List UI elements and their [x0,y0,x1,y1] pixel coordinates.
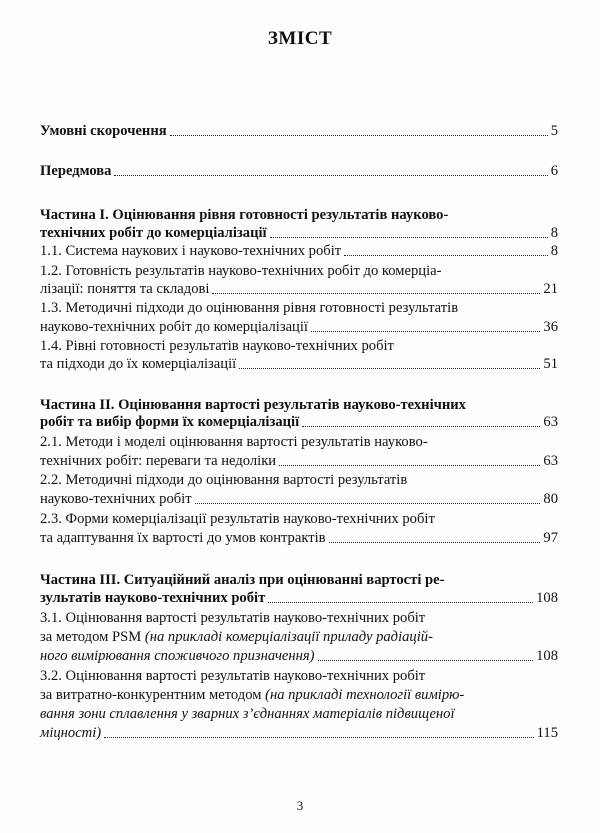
part1-title-line1: Частина I. Оцінювання рівня готовності результатів науково- [40,207,449,223]
toc-entry-page: 8 [550,243,558,259]
toc-entry-2-2-line1: 2.2. Методичні підходи до оцінювання вартості результатів [40,472,408,488]
toc-entry-page: 51 [543,356,558,372]
toc-entry-label: лізації: поняття та складові [40,281,210,297]
toc-entry-label: науково-технічних робіт до комерціалізації [40,319,308,335]
toc-entry-label: Передмова [40,163,112,179]
toc-entry-1-3-line1: 1.3. Методичні підходи до оцінювання рівня готовності результатів [40,300,459,316]
toc-entry-note: (на прикладі комерціалізації приладу радіацій- [144,629,433,645]
toc-entry-1-2 [40,280,558,298]
toc-entry-2-1-line1: 2.1. Методи і моделі оцінювання вартості результатів науково- [40,434,428,450]
leader-dots [170,135,548,136]
toc-entry-part3 [40,589,558,607]
toc-entry-1-4 [40,355,558,373]
toc-entry-2-3 [40,529,558,547]
toc-entry-label: та підходи до їх комерціалізації [40,356,237,372]
toc-entry-abbreviations [40,122,558,140]
toc-entry-label: науково-технічних робіт [40,491,192,507]
toc-entry-page: 63 [543,414,558,430]
toc-entry-label: та адаптування їх вартості до умов контрактів [40,530,326,546]
toc-entry-3-2-line3 [40,705,455,723]
toc-entry-3-1-line1: 3.1. Оцінювання вартості результатів науково-технічних робіт [40,610,426,626]
toc-entry-page: 80 [543,491,558,507]
toc-entry-2-1 [40,452,558,470]
leader-dots [311,331,540,332]
part1-title-line2: технічних робіт до комерціалізації [40,225,267,241]
toc-entry-page: 21 [543,281,558,297]
part3-title-line2: зультатів науково-технічних робіт [40,590,266,606]
leader-dots [114,175,547,176]
toc-entry-note: ного вимірювання споживчого призначення) [40,648,315,664]
toc-entry-3-1 [40,647,558,665]
toc-entry-note: міцності) [40,725,102,741]
leader-dots [279,465,540,466]
toc-entry-text: за методом PSM [40,629,145,645]
toc-entry-page: 63 [543,453,558,469]
toc-entry-page: 5 [550,123,558,139]
toc-entry-note: (на прикладі технології вимірю- [265,687,465,703]
toc-entry-1-3 [40,318,558,336]
page-title: ЗМІСТ [267,28,333,49]
toc-entry-label: 1.1. Система наукових і науково-технічних робіт [40,243,342,259]
leader-dots [344,255,548,256]
toc-entry-2-2 [40,490,558,508]
toc-entry-label: Умовні скорочення [40,123,167,139]
toc-entry-page: 6 [550,163,558,179]
toc-entry-1-1 [40,242,558,260]
toc-entry-3-1-line2 [40,628,433,646]
leader-dots [268,602,533,603]
part2-title-line2: робіт та вибір форми їх комерціалізації [40,414,300,430]
leader-dots [270,237,548,238]
leader-dots [104,737,534,738]
toc-entry-2-3-line1: 2.3. Форми комерціалізації результатів науково-технічних робіт [40,511,435,527]
leader-dots [239,368,540,369]
leader-dots [212,293,540,294]
toc-entry-part2 [40,413,558,431]
toc-entry-label: технічних робіт: переваги та недоліки [40,453,277,469]
page-number: 3 [296,798,304,813]
part2-title-line1: Частина II. Оцінювання вартості результатів науково-технічних [40,397,466,413]
toc-entry-text: за витратно-конкурентним методом [40,687,266,703]
toc-entry-1-4-line1: 1.4. Рівні готовності результатів науково-технічних робіт [40,338,394,354]
toc-entry-page: 115 [536,725,558,741]
leader-dots [195,503,541,504]
toc-entry-page: 108 [536,590,558,606]
leader-dots [302,426,540,427]
toc-entry-3-2-line2 [40,686,464,704]
part3-title-line1: Частина III. Ситуаційний аналіз при оцінюванні вартості ре- [40,572,445,588]
toc-entry-3-2 [40,724,558,742]
toc-entry-1-2-line1: 1.2. Готовність результатів науково-технічних робіт до комерціа- [40,263,442,279]
toc-entry-page: 36 [543,319,558,335]
toc-entry-page: 8 [550,225,558,241]
leader-dots [329,542,541,543]
toc-entry-page: 97 [543,530,558,546]
toc-entry-3-2-line1: 3.2. Оцінювання вартості результатів науково-технічних робіт [40,668,426,684]
leader-dots [318,660,534,661]
toc-entry-page: 108 [536,648,558,664]
toc-entry-note: вання зони сплавлення у зварних з’єднаннях матеріалів підвищеної [40,706,455,722]
toc-entry-part1 [40,224,558,242]
toc-entry-preface [40,162,558,180]
